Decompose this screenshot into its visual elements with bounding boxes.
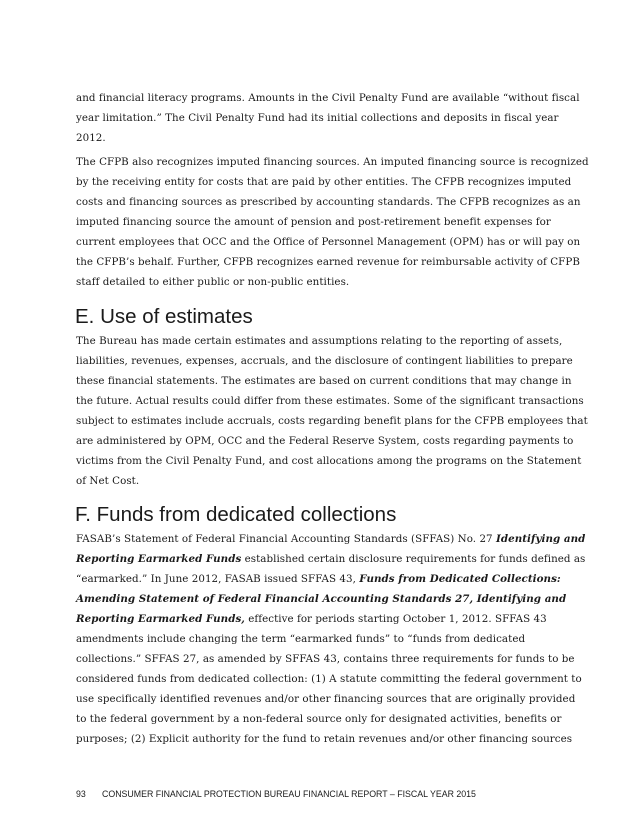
text-run: established certain disclosure requirements for funds defined as: [241, 553, 586, 565]
report-title: CONSUMER FINANCIAL PROTECTION BUREAU FINANCIAL REPORT – FISCAL YEAR 2015: [102, 789, 476, 799]
text-run: “earmarked.” In June 2012, FASAB issued SFFAS 43,: [76, 573, 360, 585]
text-line: 2012.: [76, 132, 106, 144]
text-line: staff detailed to either public or non-public entities.: [76, 276, 350, 288]
text-line: current employees that OCC and the Office of Personnel Management (OPM) has or will pay on: [76, 236, 581, 248]
text-line: victims from the Civil Penalty Fund, and cost allocations among the programs on the Statement: [76, 455, 582, 467]
text-run: FASAB’s Statement of Federal Financial Accounting Standards (SFFAS) No. 27: [76, 533, 496, 545]
text-line: considered funds from dedicated collection: (1) A statute committing the federal government to: [76, 673, 582, 685]
page-footer: [76, 788, 476, 800]
imputed-financing-paragraph: [76, 152, 589, 292]
text-line: collections.” SFFAS 27, as amended by SFFAS 43, contains three requirements for funds to be: [76, 653, 575, 665]
document-title-reference: Amending Statement of Federal Financial Accounting Standards 27, Identifying and: [76, 593, 567, 605]
text-line: the future. Actual results could differ from these estimates. Some of the significant transactions: [76, 395, 584, 407]
document-title-reference: Identifying and: [495, 533, 586, 545]
section-f-heading: F. Funds from dedicated collections: [75, 503, 397, 526]
text-line: these financial statements. The estimates are based on current conditions that may change in: [76, 375, 572, 387]
text-line: the CFPB’s behalf. Further, CFPB recognizes earned revenue for reimbursable activity of CFPB: [76, 256, 580, 268]
text-line: use specifically identified revenues and/or other financing sources that are originally provided: [76, 693, 576, 705]
section-f-paragraph: [76, 529, 586, 749]
text-line: are administered by OPM, OCC and the Federal Reserve System, costs regarding payments to: [76, 435, 574, 447]
text-line: costs and financing sources as prescribed by accounting standards. The CFPB recognizes as an: [76, 196, 581, 208]
text-line: amendments include changing the term “earmarked funds” to “funds from dedicated: [76, 633, 526, 645]
text-line: The Bureau has made certain estimates and assumptions relating to the reporting of assets,: [76, 335, 563, 347]
text-line: imputed financing source the amount of pension and post-retirement benefit expenses for: [76, 216, 551, 228]
text-line: [76, 529, 586, 549]
text-line: liabilities, revenues, expenses, accruals, and the disclosure of contingent liabilities to prepare: [76, 355, 573, 367]
document-title-reference: Funds from Dedicated Collections:: [359, 573, 561, 585]
text-line: of Net Cost.: [76, 475, 140, 487]
intro-paragraph: [76, 88, 580, 148]
text-line: [76, 589, 572, 609]
section-e-heading: E. Use of estimates: [75, 305, 253, 328]
text-line: year limitation.” The Civil Penalty Fund had its initial collections and deposits in fiscal year: [76, 112, 559, 124]
text-line: [76, 569, 572, 589]
text-line: [76, 609, 572, 629]
text-line: The CFPB also recognizes imputed financing sources. An imputed financing source is recognized: [76, 156, 589, 168]
text-line: to the federal government by a non-federal source only for designated activities, benefits or: [76, 713, 562, 725]
document-title-reference: Reporting Earmarked Funds,: [76, 613, 245, 625]
text-line: by the receiving entity for costs that are paid by other entities. The CFPB recognizes imputed: [76, 176, 572, 188]
document-title-reference: Reporting Earmarked Funds: [76, 553, 242, 565]
page-number: 93: [76, 789, 86, 799]
text-line: purposes; (2) Explicit authority for the fund to retain revenues and/or other financing sources: [76, 733, 573, 745]
text-run: effective for periods starting October 1, 2012. SFFAS 43: [244, 613, 547, 625]
text-line: and financial literacy programs. Amounts in the Civil Penalty Fund are available “without fiscal: [76, 92, 580, 104]
section-e-paragraph: [76, 331, 588, 491]
text-line: subject to estimates include accruals, costs regarding benefit plans for the CFPB employees that: [76, 415, 588, 427]
text-line: [76, 549, 586, 569]
